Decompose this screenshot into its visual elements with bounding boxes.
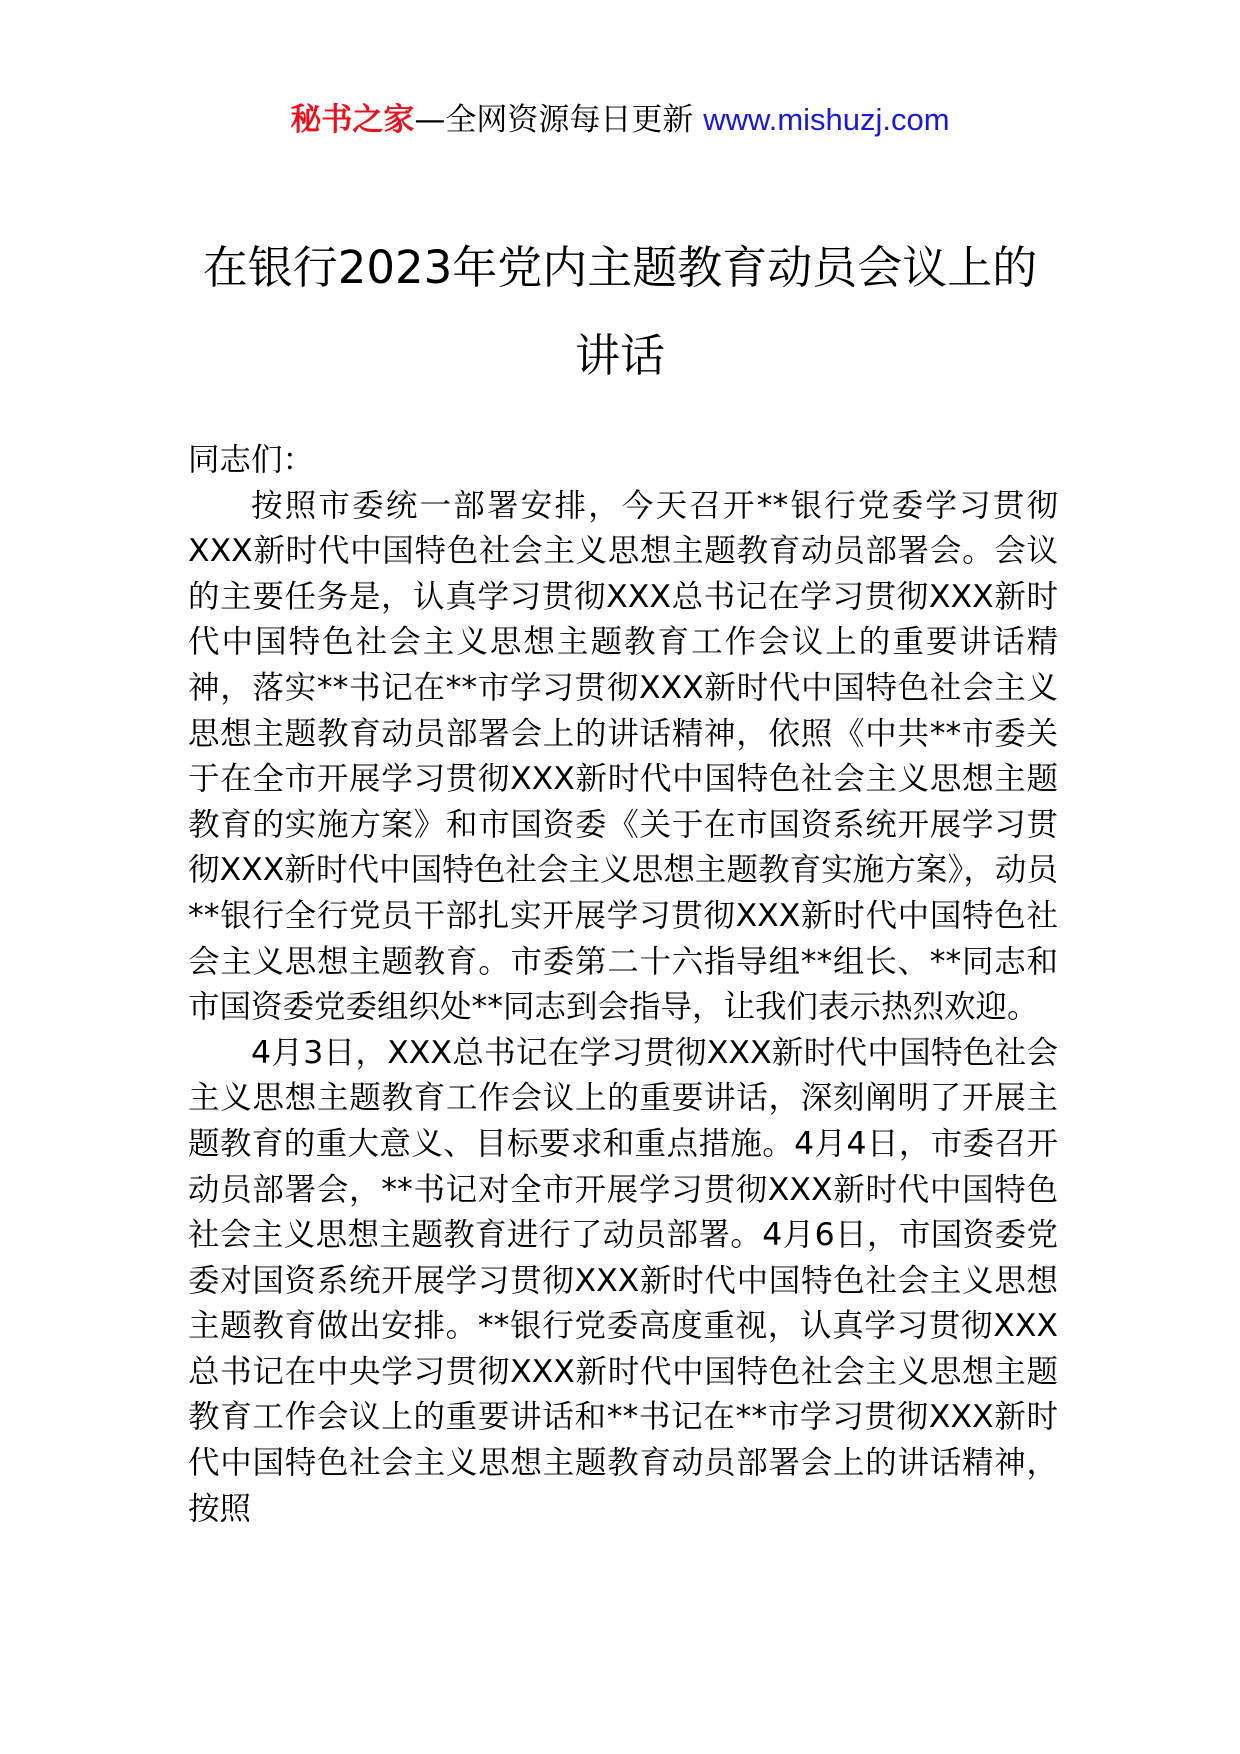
site-url-link[interactable]: www.mishuzj.com <box>703 102 950 137</box>
title-line-1: 在银行2023年党内主题教育动员会议上的 <box>202 241 1038 294</box>
site-slogan: —全网资源每日更新 <box>414 102 694 138</box>
document-title <box>0 224 1240 400</box>
site-brand: 秘书之家 <box>290 102 415 138</box>
title-line-2: 讲话 <box>574 329 665 382</box>
paragraph-2: 4月3日，XXX总书记在学习贯彻XXX新时代中国特色社会主义思想主题教育工作会议上的重要讲话，深刻阐明了开展主题教育的重大意义、目标要求和重点措施。4月4日，市委召开动员部署会，**书记对全市开展学习贯彻XXX新时代中国特色社会主义思想主题教育进行了动员部署。4月6日，市国资委党委对国资系统开展学习贯彻XXX新时代中国特色社会主义思想主题教育做出安排。**银行党委高度重视，认真学习贯彻XXX总书记在中央学习贯彻XXX新时代中国特色社会主义思想主题教育工作会议上的重要讲话和**书记在**市学习贯彻XXX新时代中国特色社会主义思想主题教育动员部署会上的讲话精神，按照 <box>188 1034 1058 1527</box>
site-header <box>0 100 1240 140</box>
salutation: 同志们： <box>188 442 315 478</box>
document-body <box>188 438 1058 1532</box>
paragraph-1: 按照市委统一部署安排，今天召开**银行党委学习贯彻XXX新时代中国特色社会主义思想主题教育动员部署会。会议的主要任务是，认真学习贯彻XXX总书记在学习贯彻XXX新时代中国特色社会主义思想主题教育工作会议上的重要讲话精神，落实**书记在**市学习贯彻XXX新时代中国特色社会主义思想主题教育动员部署会上的讲话精神，依照《中共**市委关于在全市开展学习贯彻XXX新时代中国特色社会主义思想主题教育的实施方案》和市国资委《关于在市国资系统开展学习贯彻XXX新时代中国特色社会主义思想主题教育实施方案》，动员**银行全行党员干部扎实开展学习贯彻XXX新时代中国特色社会主义思想主题教育。市委第二十六指导组**组长、**同志和市国资委党委组织处**同志到会指导，让我们表示热烈欢迎。 <box>188 487 1058 1026</box>
